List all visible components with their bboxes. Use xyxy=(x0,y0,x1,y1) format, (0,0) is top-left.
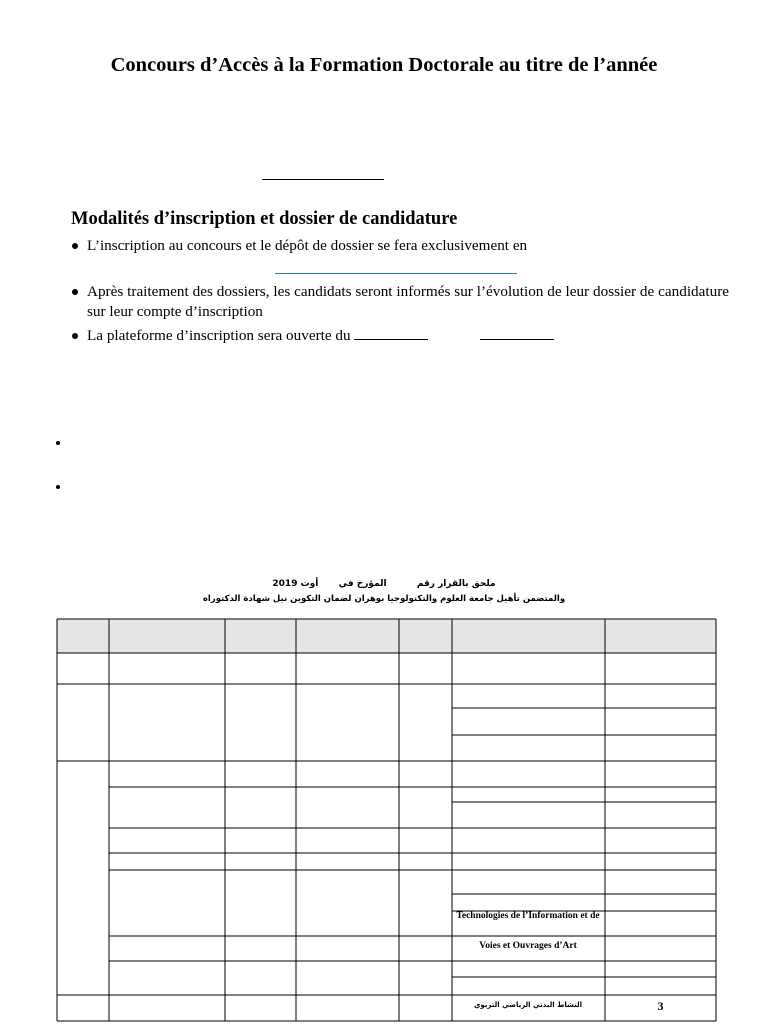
cell-arabic-sport: النشاط البدني الرياضي التربوي xyxy=(473,1001,582,1009)
cell-number: 3 xyxy=(657,999,664,1013)
cell-voies: Voies et Ouvrages d’Art xyxy=(479,941,577,951)
annex-prefix: ملحق بالقرار رقم xyxy=(416,579,496,589)
cell-technologies: Technologies de l’Information et de xyxy=(456,911,600,921)
annex-year: 2019 xyxy=(272,579,298,589)
table-header-row xyxy=(57,619,716,653)
annex-month: أوت xyxy=(300,579,319,589)
page-title: Concours d’Accès à la Formation Doctorale au titre de l’année xyxy=(110,54,658,76)
annex-line-2: والمتضمن تأهيل جامعة العلوم والتكنولوجيا بوهران لضمان التكوين نيل شهادة الدكتوراه xyxy=(202,594,566,604)
bullet-text-2-content: Après traitement des dossiers, les candidats seront informés sur l’évolution de leur dossier de candidature sur leur compte d’inscription xyxy=(87,283,729,320)
section-heading: Modalités d’inscription et dossier de candidature xyxy=(71,209,458,229)
bullet-text-1: L’inscription au concours et le dépôt de dossier se fera exclusivement en xyxy=(87,237,528,254)
annex-dated: المؤرخ في xyxy=(338,579,387,589)
bullet-text-3-content: La plateforme d’inscription sera ouverte du xyxy=(87,327,351,344)
